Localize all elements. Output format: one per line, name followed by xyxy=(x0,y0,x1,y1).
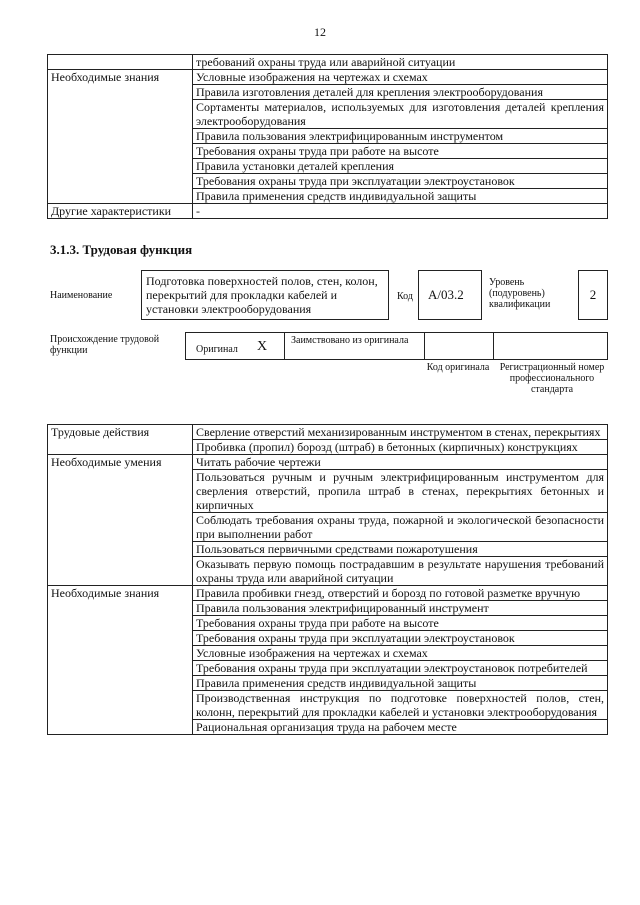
table-row xyxy=(48,70,608,85)
row-label xyxy=(48,55,193,70)
table-row xyxy=(48,425,608,440)
cell-item: Требования охраны труда при работе на высоте xyxy=(193,616,608,631)
original-mark: X xyxy=(257,339,268,354)
level-label: Уровень (подуровень) квалификации xyxy=(489,277,551,310)
row-label: Другие характеристики xyxy=(48,204,193,219)
row-label: Необходимые знания xyxy=(48,586,193,735)
row-label: Необходимые умения xyxy=(48,455,193,586)
cell-item: Условные изображения на чертежах и схемах xyxy=(193,70,608,85)
cell-item: Правила пробивки гнезд, отверстий и борозд по готовой разметке вручную xyxy=(193,586,608,601)
cell-item: Рациональная организация труда на рабочем месте xyxy=(193,720,608,735)
cell-item: Правила изготовления деталей для крепления электрооборудования xyxy=(193,85,608,100)
original-label: Оригинал xyxy=(196,344,238,355)
cell-item: Пользоваться первичными средствами пожаротушения xyxy=(193,542,608,557)
page-number: 12 xyxy=(314,25,326,39)
cell-item: Требования охраны труда при эксплуатации электроустановок xyxy=(193,174,608,189)
cell-item: Требования охраны труда при работе на высоте xyxy=(193,144,608,159)
cell-item: Читать рабочие чертежи xyxy=(193,455,608,470)
cell-item: Производственная инструкция по подготовке поверхностей полов, стен, колонн, перекрытий для прокладки кабелей и установки электрооборудования xyxy=(193,691,608,720)
reg-number-caption: Регистрационный номер профессионального стандарта xyxy=(499,362,605,395)
divider xyxy=(284,332,285,360)
table-row xyxy=(48,204,608,219)
row-label: Необходимые знания xyxy=(48,70,193,204)
cell-item: Правила установки деталей крепления xyxy=(193,159,608,174)
section-title: 3.1.3. Трудовая функция xyxy=(50,242,193,257)
code-box xyxy=(418,270,482,320)
cell-item: требований охраны труда или аварийной ситуации xyxy=(193,55,608,70)
table-row xyxy=(48,586,608,601)
cell-item: Оказывать первую помощь пострадавшим в результате нарушения требований охраны труда или аварийной ситуации xyxy=(193,557,608,586)
origin-label: Происхождение трудовой функции xyxy=(50,334,160,356)
function-name-box xyxy=(141,270,389,320)
cell-item: Правила применения средств индивидуальной защиты xyxy=(193,189,608,204)
table-row xyxy=(48,55,608,70)
code-value: А/03.2 xyxy=(428,287,464,302)
borrowed-label: Заимствовано из оригинала xyxy=(291,335,409,346)
divider xyxy=(424,332,425,360)
cell-item: Пользоваться ручным и ручным электрифицированным инструментом для сверления отверстий, пропила штраб в стенах, перекрытиях бетонных и кирпичных xyxy=(193,470,608,513)
cell-item: Правила пользования электрифицированным инструментом xyxy=(193,129,608,144)
cell-item: Требования охраны труда при эксплуатации электроустановок потребителей xyxy=(193,661,608,676)
cell-item: Пробивка (пропил) борозд (штраб) в бетонных (кирпичных) конструкциях xyxy=(193,440,608,455)
cell-item: Требования охраны труда при эксплуатации электроустановок xyxy=(193,631,608,646)
code-original-caption: Код оригинала xyxy=(426,362,490,373)
cell-item: Условные изображения на чертежах и схемах xyxy=(193,646,608,661)
level-box xyxy=(578,270,608,320)
knowledge-table-continued xyxy=(47,54,608,219)
cell-item: Правила применения средств индивидуальной защиты xyxy=(193,676,608,691)
function-details-table xyxy=(47,424,608,735)
name-label: Наименование xyxy=(50,290,113,301)
divider xyxy=(493,332,494,360)
table-row xyxy=(48,455,608,470)
cell-item: Сверление отверстий механизированным инструментом в стенах, перекрытиях xyxy=(193,425,608,440)
code-label: Код xyxy=(397,291,413,302)
cell-item: - xyxy=(193,204,608,219)
cell-item: Соблюдать требования охраны труда, пожарной и экологической безопасности при выполнении работ xyxy=(193,513,608,542)
level-value: 2 xyxy=(589,287,597,302)
cell-item: Сортаменты материалов, используемых для изготовления деталей крепления электрооборудования xyxy=(193,100,608,129)
cell-item: Правила пользования электрифицированный инструмент xyxy=(193,601,608,616)
function-name: Подготовка поверхностей полов, стен, колон, перекрытий для прокладки кабелей и установки электрооборудования xyxy=(146,274,378,316)
row-label: Трудовые действия xyxy=(48,425,193,455)
